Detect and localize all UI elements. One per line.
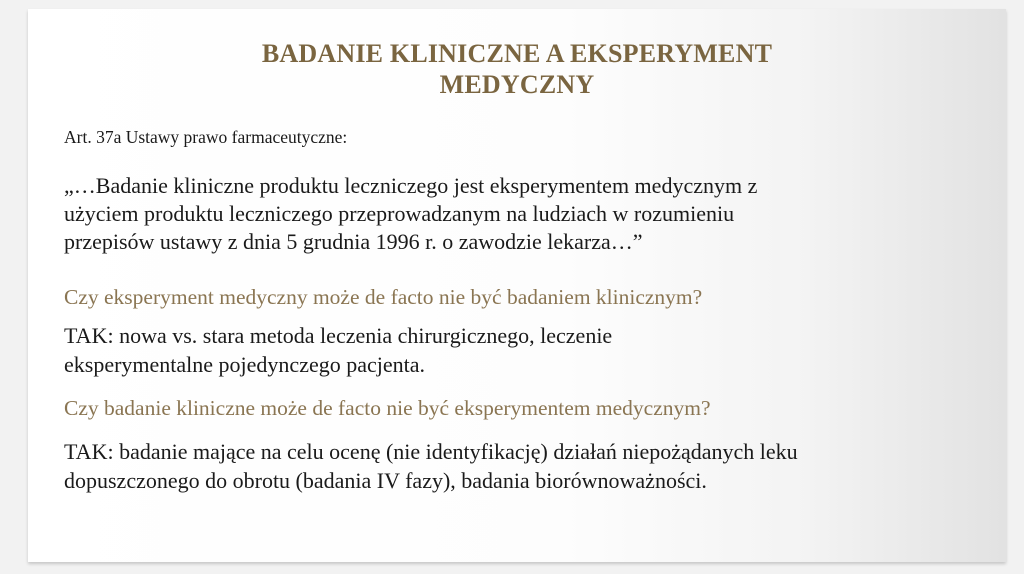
answer-line: TAK: nowa vs. stara metoda leczenia chirurgicznego, leczenie <box>64 323 613 348</box>
quote-line: „…Badanie kliniczne produktu leczniczego jest eksperymentem medycznym z <box>64 173 758 198</box>
quote-line: przepisów ustawy z dnia 5 grudnia 1996 r. o zawodzie lekarza…” <box>64 229 643 254</box>
slide-title-line-1: BADANIE KLINICZNE A EKSPERYMENT <box>261 39 773 68</box>
slide-title <box>28 38 1006 100</box>
legal-quote <box>64 172 964 256</box>
slide-title-line-2: MEDYCZNY <box>439 70 595 99</box>
answer-1 <box>64 321 974 379</box>
quote-line: użyciem produktu leczniczego przeprowadzanym na ludziach w rozumieniu <box>64 201 735 226</box>
answer-line: dopuszczonego do obrotu (badania IV fazy), badania biorównoważności. <box>64 468 707 493</box>
question-1: Czy eksperyment medyczny może de facto nie być badaniem klinicznym? <box>64 285 703 309</box>
article-reference: Art. 37a Ustawy prawo farmaceutyczne: <box>64 127 348 147</box>
presentation-slide <box>28 9 1006 562</box>
answer-2 <box>64 437 974 495</box>
answer-line: eksperymentalne pojedynczego pacjenta. <box>64 352 426 377</box>
answer-line: TAK: badanie mające na celu ocenę (nie identyfikację) działań niepożądanych leku <box>64 439 798 464</box>
question-2: Czy badanie kliniczne może de facto nie być eksperymentem medycznym? <box>64 396 711 420</box>
